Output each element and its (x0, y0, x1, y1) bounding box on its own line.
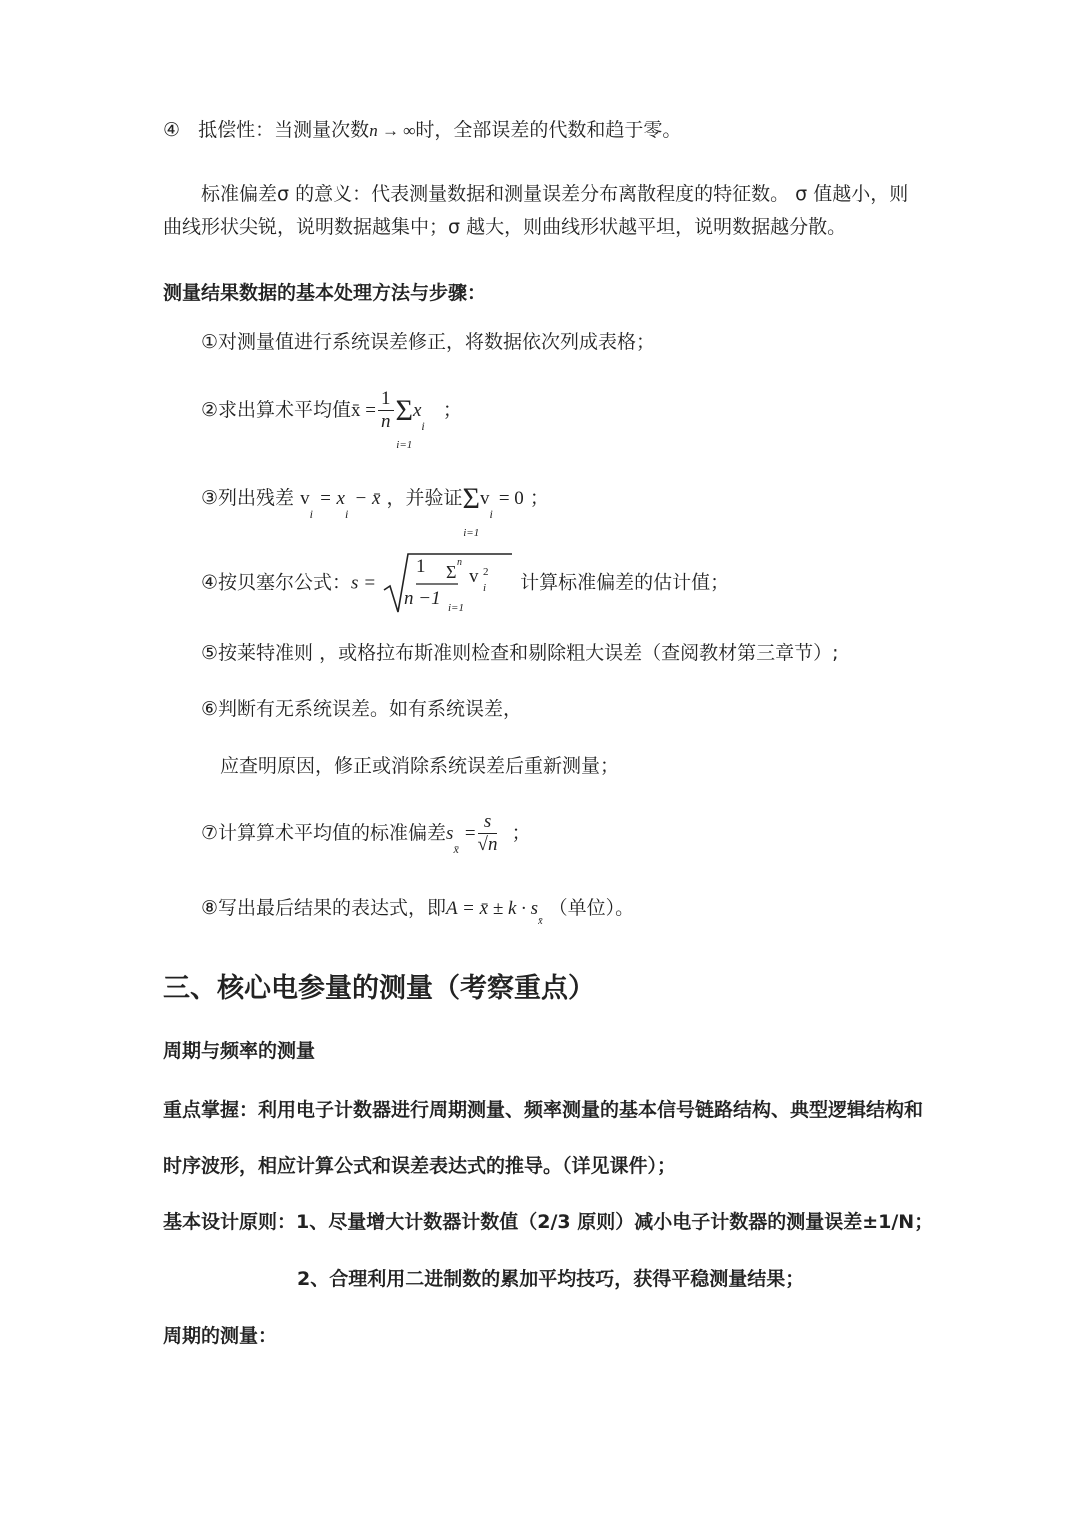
key-points-line1: 重点掌握：利用电子计数器进行周期测量、频率测量的基本信号链路结构、典型逻辑结构和 (163, 1099, 924, 1121)
section-3-heading: 三、核心电参量的测量（考察重点） (163, 973, 595, 1004)
step-8: ⑧写出最后结果的表达式，即A = x̄ ± $k \cdot s_{x̄}$ （单位）。 (201, 897, 635, 927)
step-1: ①对测量值进行系统误差修正，将数据依次列成表格； (201, 331, 656, 353)
step-6: ⑥判断有无系统误差。如有系统误差， (201, 698, 523, 720)
design-principle-1: 基本设计原则：1、尽量增大计数器计数值（2/3 原则）减小电子计数器的测量误差±1/N； (163, 1211, 934, 1233)
step-6-continued: 应查明原因，修正或消除系统误差后重新测量； (220, 755, 620, 777)
bessel-numerator: 1 (416, 556, 426, 577)
period-frequency-heading: 周期与频率的测量 (163, 1040, 316, 1062)
sigma-meaning-line1: 标准偏差σ 的意义：代表测量数据和测量误差分布离散程度的特征数。 σ 值越小，则 (201, 183, 909, 205)
sum-symbol: Σ i=1 (395, 393, 413, 451)
key-points-line2: 时序波形，相应计算公式和误差表达式的推导。（详见课件）； (163, 1155, 677, 1177)
step-3: ③列出残差 $v_i = x_i$ − x̄ ，并验证Σ i=1 $v_i = 0$ ； (201, 472, 549, 532)
bessel-denominator: n −1 (404, 588, 441, 609)
mean-fraction: $\frac{1}{n}$ (378, 388, 394, 433)
result-expression: A = x̄ ± k · s (446, 898, 539, 919)
step-7: ⑦计算算术平均值的标准偏差$s_{x̄}$ = $\frac{s}{√n}$ ； (201, 811, 531, 856)
mean-lhs: x̄ = (351, 400, 377, 421)
step-5: ⑤按莱特准则 ，或格拉布斯准则检查和剔除粗大误差（查阅教材第三章节）; (201, 642, 839, 664)
sigma-meaning-line2: 曲线形状尖锐，说明数据越集中；σ 越大，则曲线形状越平坦，说明数据越分散。 (163, 216, 847, 238)
std-mean-fraction: $\frac{s}{√n}$ (477, 811, 498, 855)
property-compensation: ④ 抵偿性：当测量次数n → ∞时，全部误差的代数和趋于零。 (163, 119, 682, 141)
sum-symbol: Σ (446, 562, 457, 582)
step-4: ④按贝塞尔公式：s = 1 n −1 Σ n i=1 v 2 i 计算标准偏差的估计值； (201, 552, 729, 618)
sum-symbol: Σ i=1 (462, 481, 480, 539)
limit-condition: n → ∞ (369, 121, 416, 140)
period-measurement-heading: 周期的测量： (163, 1325, 278, 1347)
steps-heading: 测量结果数据的基本处理方法与步骤： (163, 282, 487, 304)
item-marker: ④ (163, 119, 181, 141)
step-2: ②求出算术平均值x̄ = $\frac{1}{n}$ Σ i=1 $x_i$ ； (201, 384, 462, 444)
design-principle-2: 2、合理利用二进制数的累加平均技巧，获得平稳测量结果； (297, 1268, 805, 1290)
